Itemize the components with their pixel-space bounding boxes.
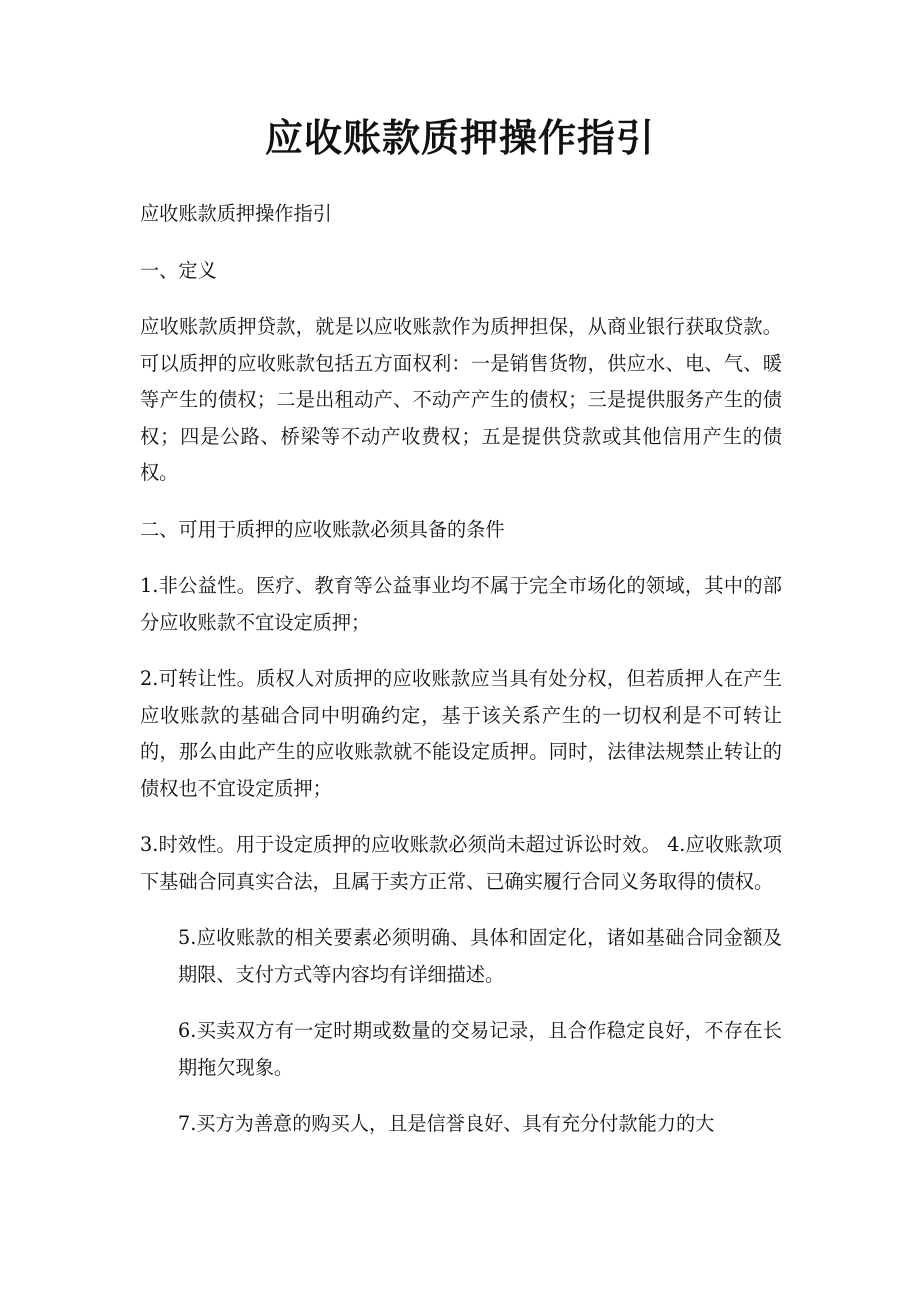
paragraph-subtitle: 应收账款质押操作指引: [140, 202, 332, 225]
paragraph-condition-6: 6.买卖双方有一定时期或数量的交易记录，且合作稳定良好，不存在长期拖欠现象。: [178, 1019, 782, 1079]
paragraph-condition-7: 7.买方为善意的购买人，且是信誉良好、具有充分付款能力的大: [178, 1112, 715, 1135]
document-body: [140, 196, 782, 1163]
paragraph-condition-3-4: 3.时效性。用于设定质押的应收账款必须尚未超过诉讼时效。 4.应收账款项下基础合同真实合法，且属于卖方正常、已确实履行合同义务取得的债权。: [140, 833, 782, 893]
paragraph-definition: 应收账款质押贷款，就是以应收账款作为质押担保，从商业银行获取贷款。可以质押的应收账款包括五方面权利：一是销售货物，供应水、电、气、暖等产生的债权；二是出租动产、不动产产生的债权；三是提供服务产生的债权；四是公路、桥梁等不动产收费权；五是提供贷款或其他信用产生的债权。: [140, 315, 782, 484]
paragraph-condition-2: 2.可转让性。质权人对质押的应收账款应当具有处分权，但若质押人在产生应收账款的基础合同中明确约定，基于该关系产生的一切权利是不可转让的，那么由此产生的应收账款就不能设定质押。同时，法律法规禁止转让的债权也不宜设定质押；: [140, 667, 782, 800]
paragraph-condition-5: 5.应收账款的相关要素必须明确、具体和固定化，诸如基础合同金额及期限、支付方式等内容均有详细描述。: [178, 926, 782, 986]
section-heading-definition: 一、定义: [140, 258, 217, 282]
paragraph-condition-1: 1.非公益性。医疗、教育等公益事业均不属于完全市场化的领域，其中的部分应收账款不宜设定质押；: [140, 574, 782, 634]
section-heading-conditions: 二、可用于质押的应收账款必须具备的条件: [140, 517, 505, 541]
document-title: 应收账款质押操作指引: [264, 115, 655, 160]
